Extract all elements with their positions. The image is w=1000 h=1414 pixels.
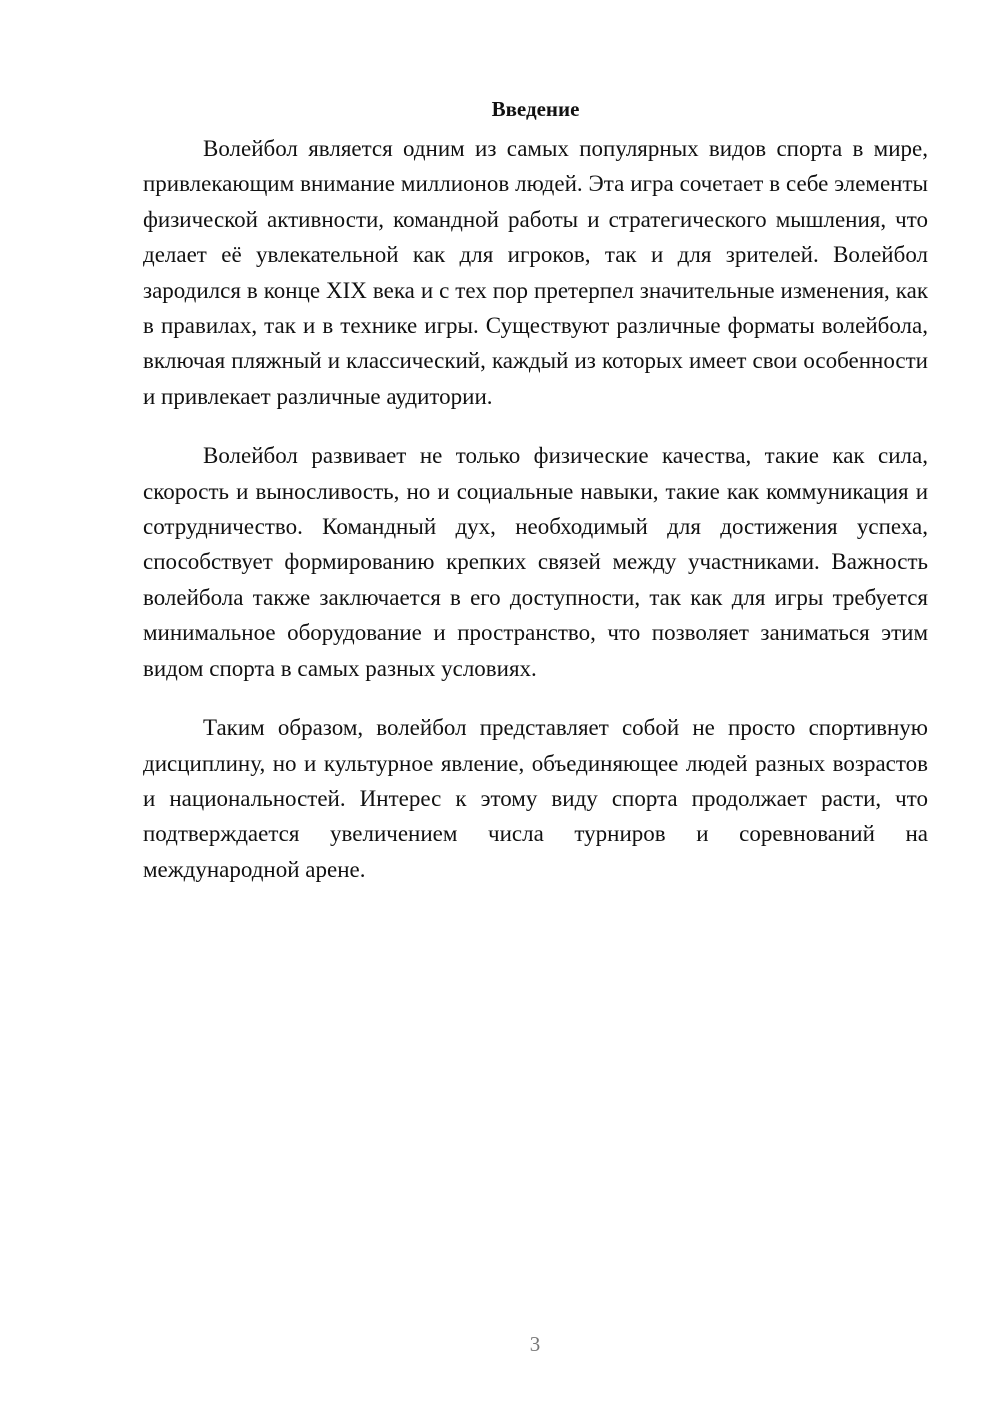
paragraph-2: Волейбол развивает не только физические качества, такие как сила, скорость и выносливость, но и социальные навыки, такие как коммуникация и сотрудничество. Командный дух, необходимый для достижения успеха, способствует формированию крепких связей между участниками. Важность волейбола также заключается в его доступности, так как для игры требуется минимальное оборудование и пространство, что позволяет заниматься этим видом спорта в самых разных условиях.	[143, 443, 928, 681]
paragraph-3: Таким образом, волейбол представляет собой не просто спортивную дисциплину, но и культурное явление, объединяющее людей разных возрастов и национальностей. Интерес к этому виду спорта продолжает расти, что подтверждается увеличением числа турниров и соревнований на международной арене.	[143, 715, 928, 882]
document-body	[143, 92, 928, 911]
page-number: 3	[529, 1332, 541, 1356]
paragraph-1: Волейбол является одним из самых популярных видов спорта в мире, привлекающим внимание миллионов людей. Эта игра сочетает в себе элементы физической активности, командной работы и стратегического мышления, что делает её увлекательной как для игроков, так и для зрителей. Волейбол зародился в конце XIX века и с тех пор претерпел значительные изменения, как в правилах, так и в технике игры. Существуют различные форматы волейбола, включая пляжный и классический, каждый из которых имеет свои особенности и привлекает различные аудитории.	[143, 136, 928, 409]
section-heading: Введение	[491, 97, 580, 121]
